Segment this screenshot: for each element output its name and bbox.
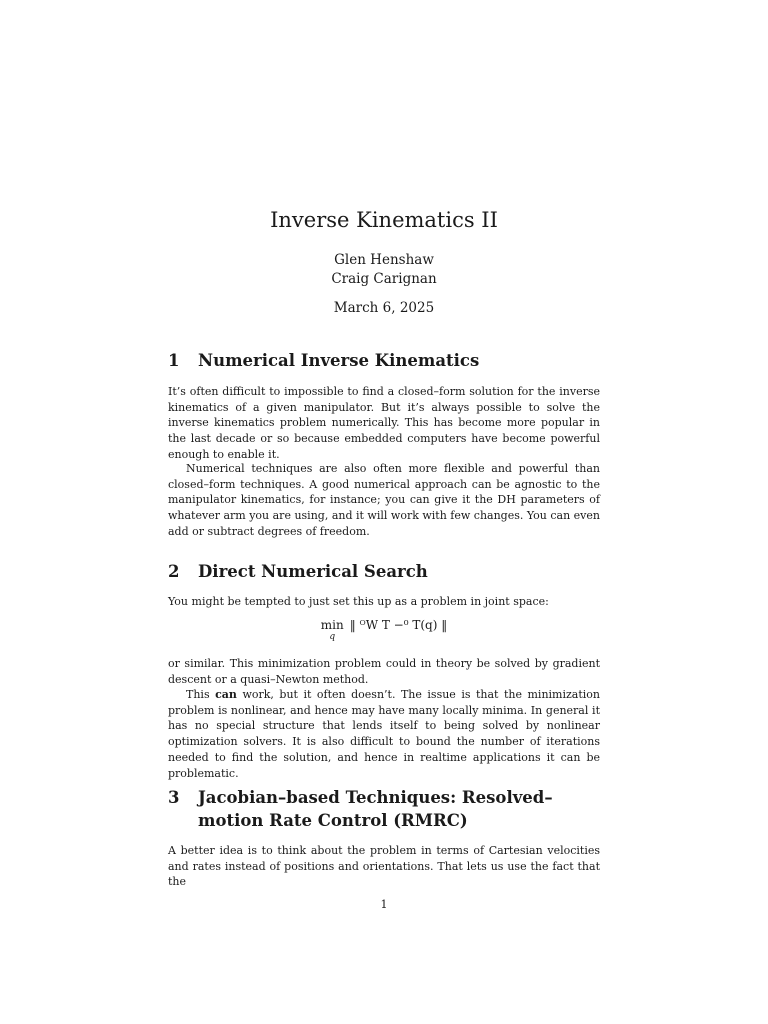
section-title: Direct Numerical Search: [198, 562, 428, 581]
emphasis-word: can: [215, 688, 237, 701]
emphasis-lead: This: [186, 688, 210, 701]
page-number: 1: [380, 898, 388, 911]
paragraph: A better idea is to think about the problem in terms of Cartesian velocities and rates instead of positions and orientations. That lets us use the fact that the: [168, 844, 600, 889]
equation: [0, 618, 768, 642]
equation-expression: ‖ ᴼW T −⁰ T(q) ‖: [349, 618, 448, 632]
author-name: Glen Henshaw: [334, 252, 434, 268]
paper-title: Inverse Kinematics II: [270, 208, 498, 232]
section-title: Numerical Inverse Kinematics: [198, 351, 480, 370]
paragraph: [168, 687, 600, 781]
equation-operator-name: min: [320, 618, 344, 632]
paragraph: You might be tempted to just set this up as a problem in joint space:: [168, 595, 549, 608]
paragraph: Numerical techniques are also often more flexible and powerful than closed–form techniques. A good numerical approach can be agnostic to the manipulator kinematics, for instance; you can give it the DH parameters of whatever arm you are using, and it will work with few changes. You can even add or subtract degrees of freedom.: [168, 462, 600, 538]
equation-operator-subscript: q: [329, 632, 336, 642]
paragraph: or similar. This minimization problem could in theory be solved by gradient descent or a quasi–Newton method.: [168, 657, 600, 686]
paper-date: March 6, 2025: [333, 300, 435, 316]
author-name: Craig Carignan: [331, 271, 437, 287]
section-heading: [168, 786, 608, 832]
section-heading: [168, 349, 608, 372]
paragraph: It’s often difficult to impossible to find a closed–form solution for the inverse kinematics of a given manipulator. But it’s always possible to solve the inverse kinematics problem numerically. This has become more popular in the last decade or so because embedded computers have become powerful enough to enable it.: [168, 385, 600, 461]
section-title: Jacobian–based Techniques: Resolved–motion Rate Control (RMRC): [198, 788, 553, 830]
section-heading: [168, 560, 608, 583]
paragraph-text: work, but it often doesn’t. The issue is that the minimization problem is nonlinear, and hence may have many locally minima. In general it has no special structure that lends itself to being solved by nonlinear optimization solvers. It is also difficult to bound the number of iterations needed to find the solution, and hence in realtime applications it can be problematic.: [168, 688, 600, 780]
section-number: 2: [168, 562, 180, 581]
section-number: 1: [168, 351, 180, 370]
section-number: 3: [168, 788, 180, 807]
author-list: [0, 251, 768, 289]
equation-operator: [321, 618, 344, 642]
